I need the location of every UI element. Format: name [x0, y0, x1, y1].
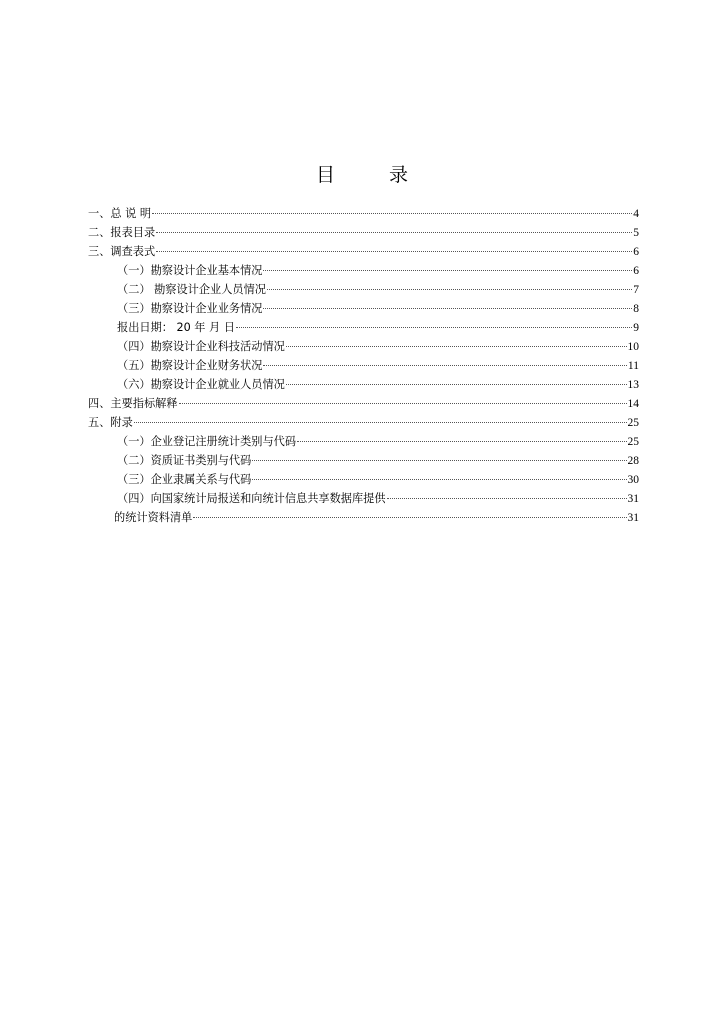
table-of-contents	[88, 204, 639, 527]
toc-entry-page: 30	[627, 474, 639, 486]
toc-entry-label: （四）向国家统计局报送和向统计信息共享数据库提供	[117, 492, 386, 505]
toc-entry-label: 五、附录	[88, 416, 133, 429]
toc-entry-label: （一）勘察设计企业基本情况	[117, 264, 263, 277]
toc-entry-page: 9	[633, 322, 639, 334]
toc-entry-label: 一、总 说 明	[88, 207, 152, 220]
toc-leader	[263, 365, 626, 366]
toc-entry[interactable]	[88, 394, 639, 413]
toc-entry[interactable]	[88, 223, 639, 242]
toc-entry-page: 8	[633, 303, 639, 315]
toc-entry-label: （二） 勘察设计企业人员情况	[117, 283, 266, 296]
toc-leader	[193, 517, 626, 518]
toc-entry[interactable]	[88, 299, 639, 318]
toc-entry-label: （三）企业隶属关系与代码	[117, 473, 252, 486]
toc-entry[interactable]	[88, 432, 639, 451]
toc-entry[interactable]	[88, 318, 639, 337]
toc-entry-page: 6	[633, 265, 639, 277]
toc-leader	[152, 213, 632, 214]
toc-entry-page: 13	[627, 379, 639, 391]
toc-entry-label: （六）勘察设计企业就业人员情况	[117, 378, 285, 391]
toc-leader	[156, 232, 632, 233]
toc-leader	[252, 460, 626, 461]
toc-entry[interactable]	[88, 375, 639, 394]
toc-leader	[286, 346, 627, 347]
toc-leader	[134, 422, 627, 423]
toc-entry-label: （一）企业登记注册统计类别与代码	[117, 435, 297, 448]
toc-entry[interactable]	[88, 356, 639, 375]
toc-entry-label: （三）勘察设计企业业务情况	[117, 302, 263, 315]
toc-entry-page: 28	[627, 455, 639, 467]
toc-entry[interactable]	[88, 242, 639, 261]
toc-entry[interactable]	[88, 508, 639, 527]
toc-entry-label: （五）勘察设计企业财务状况	[117, 359, 263, 372]
toc-leader	[387, 498, 627, 499]
toc-entry-page: 31	[627, 512, 639, 524]
toc-entry-label: 四、主要指标解释	[88, 397, 178, 410]
toc-leader	[236, 327, 632, 328]
toc-leader	[263, 270, 632, 271]
toc-entry-page: 25	[627, 436, 639, 448]
toc-leader	[252, 479, 626, 480]
toc-leader	[286, 384, 627, 385]
toc-entry-page: 14	[627, 398, 639, 410]
toc-entry-page: 11	[627, 360, 639, 372]
toc-entry[interactable]	[88, 470, 639, 489]
toc-entry[interactable]	[88, 280, 639, 299]
toc-entry[interactable]	[88, 451, 639, 470]
toc-leader	[267, 289, 632, 290]
toc-entry-page: 25	[627, 417, 639, 429]
toc-entry-label: （四）勘察设计企业科技活动情况	[117, 340, 285, 353]
toc-entry-label: 的统计资料清单	[114, 511, 193, 524]
toc-leader	[297, 441, 626, 442]
toc-entry[interactable]	[88, 337, 639, 356]
page-title: 目 录	[315, 164, 433, 186]
toc-leader	[179, 403, 627, 404]
toc-entry-page: 10	[627, 341, 639, 353]
toc-entry-page: 7	[633, 284, 639, 296]
toc-leader	[263, 308, 632, 309]
toc-entry[interactable]	[88, 261, 639, 280]
toc-entry[interactable]	[88, 489, 639, 508]
toc-entry-page: 5	[633, 227, 639, 239]
toc-entry-page: 6	[633, 246, 639, 258]
toc-entry-label: （二）资质证书类别与代码	[117, 454, 252, 467]
toc-entry-page: 4	[633, 208, 639, 220]
toc-entry-label: 报出日期： 20 年 月 日	[117, 321, 235, 334]
toc-entry[interactable]	[88, 413, 639, 432]
toc-entry[interactable]	[88, 204, 639, 223]
toc-entry-page: 31	[627, 493, 639, 505]
toc-entry-label: 三、调查表式	[88, 245, 156, 258]
toc-entry-label: 二、报表目录	[88, 226, 156, 239]
toc-leader	[156, 251, 632, 252]
